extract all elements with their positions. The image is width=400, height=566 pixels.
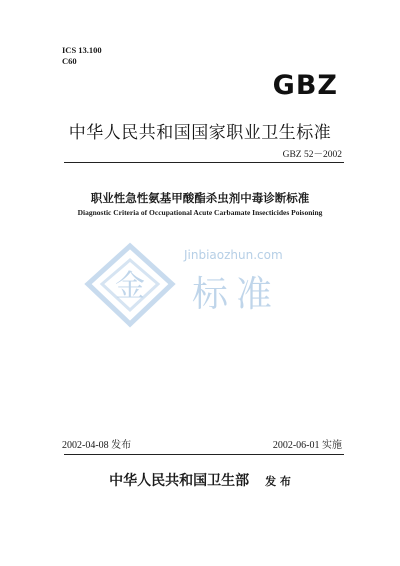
watermark-url: Jinbiaozhun.com	[184, 248, 283, 262]
classification-codes	[62, 45, 102, 67]
publisher-action: 发 布	[265, 475, 291, 488]
issue-date: 2002-04-08 发布	[62, 440, 132, 451]
publisher-name: 中华人民共和国卫生部	[109, 473, 250, 489]
document-title-zh: 职业性急性氨基甲酸酯杀虫剂中毒诊断标准	[90, 191, 310, 205]
document-title-en: Diagnostic Criteria of Occupational Acute Carbamate Insecticides Poisoning	[77, 208, 323, 217]
standard-title: 中华人民共和国国家职业卫生标准	[68, 123, 332, 143]
watermark	[80, 238, 330, 333]
standard-number: GBZ 52－2002	[282, 150, 342, 160]
ics-code: ICS 13.100	[62, 45, 102, 55]
implementation-date: 2002-06-01 实施	[272, 440, 342, 451]
watermark-logo-icon	[80, 238, 180, 333]
watermark-logo-char: 金	[115, 269, 145, 304]
top-divider	[64, 162, 344, 163]
publisher	[0, 470, 400, 490]
ccs-code: C60	[62, 56, 77, 66]
watermark-chars: 标准	[192, 274, 281, 315]
gbz-logo: GBZ	[272, 70, 338, 101]
bottom-divider	[64, 454, 344, 455]
